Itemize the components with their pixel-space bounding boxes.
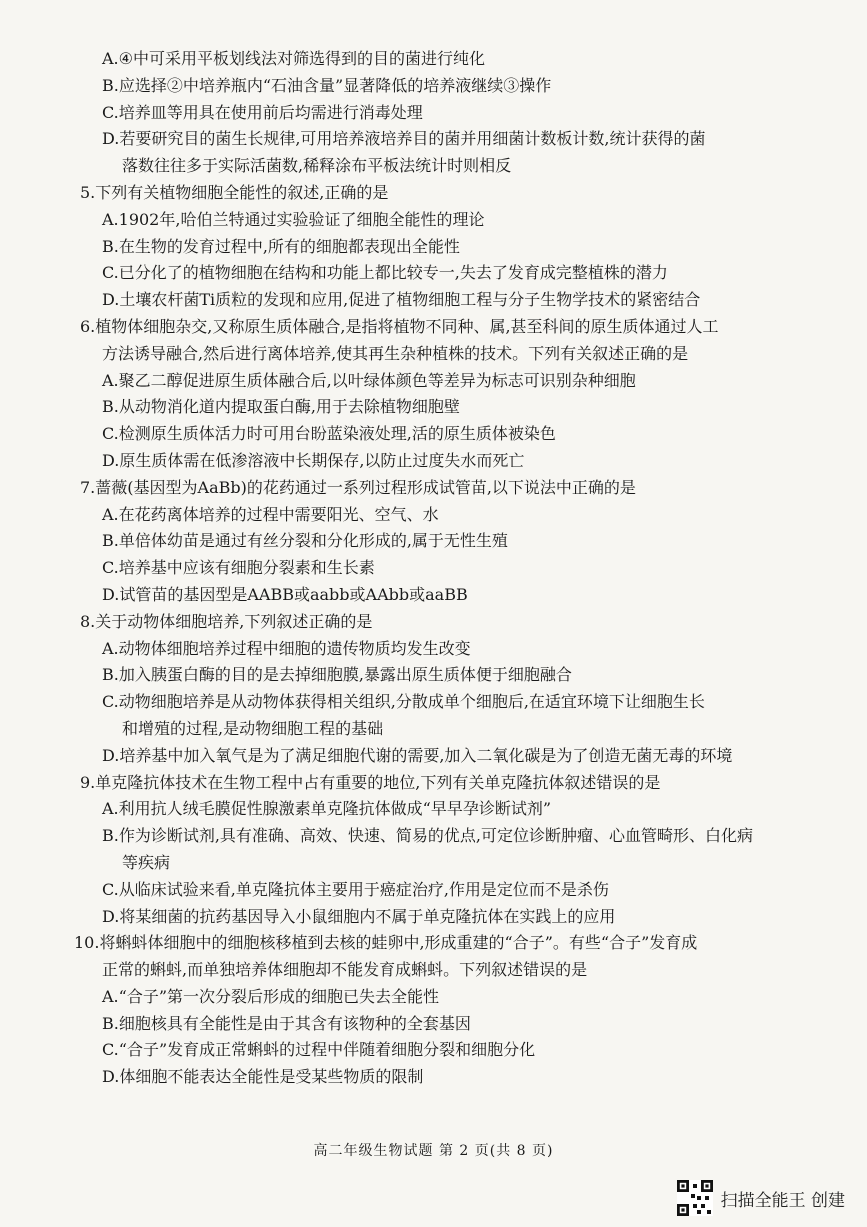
page-footer: 高二年级生物试题 第 2 页(共 8 页) [313, 1143, 554, 1159]
watermark-label: 扫描全能王 创建 [720, 1190, 845, 1211]
answer-option: B.在生物的发育过程中,所有的细胞都表现出全能性 [102, 236, 460, 256]
answer-option: C.动物细胞培养是从动物体获得相关组织,分散成单个细胞后,在适宜环境下让细胞生长 [102, 692, 705, 712]
answer-option: A.在花药离体培养的过程中需要阳光、空气、水 [102, 504, 439, 524]
qr-code-icon [677, 1180, 713, 1216]
answer-option: D.培养基中加入氧气是为了满足细胞代谢的需要,加入二氧化碳是为了创造无菌无毒的环境 [102, 745, 733, 765]
answer-option: D.若要研究目的菌生长规律,可用培养液培养目的菌并用细菌计数板计数,统计获得的菌 [102, 129, 706, 149]
scanner-watermark [677, 1180, 845, 1216]
text-continuation: 方法诱导融合,然后进行离体培养,使其再生杂种植株的技术。下列有关叙述正确的是 [102, 343, 689, 363]
answer-option: C.已分化了的植物细胞在结构和功能上都比较专一,失去了发育成完整植株的潜力 [102, 263, 668, 283]
answer-option: D.体细胞不能表达全能性是受某些物质的限制 [102, 1067, 424, 1087]
answer-option: C.检测原生质体活力时可用台盼蓝染液处理,活的原生质体被染色 [102, 424, 556, 444]
answer-option: B.细胞核具有全能性是由于其含有该物种的全套基因 [102, 1013, 471, 1033]
answer-option: D.将某细菌的抗药基因导入小鼠细胞内不属于单克隆抗体在实践上的应用 [102, 906, 616, 926]
answer-option: D.原生质体需在低渗溶液中长期保存,以防止过度失水而死亡 [102, 450, 525, 470]
question-stem: 7.蔷薇(基因型为AaBb)的花药通过一系列过程形成试管苗,以下说法中正确的是 [80, 477, 636, 497]
question-content [74, 46, 800, 1091]
answer-option: A.聚乙二醇促进原生质体融合后,以叶绿体颜色等差异为标志可识别杂种细胞 [102, 370, 636, 390]
question-stem: 8.关于动物体细胞培养,下列叙述正确的是 [80, 611, 373, 631]
question-stem: 10.将蝌蚪体细胞中的细胞核移植到去核的蛙卵中,形成重建的“合子”。有些“合子”发育成 [74, 933, 698, 953]
answer-option: A.利用抗人绒毛膜促性腺激素单克隆抗体做成“早早孕诊断试剂” [102, 799, 552, 819]
answer-option: B.作为诊断试剂,具有准确、高效、快速、简易的优点,可定位诊断肿瘤、心血管畸形、白化病 [102, 826, 754, 846]
answer-option: B.加入胰蛋白酶的目的是去掉细胞膜,暴露出原生质体便于细胞融合 [102, 665, 572, 685]
question-stem: 5.下列有关植物细胞全能性的叙述,正确的是 [80, 182, 389, 202]
answer-option: C.培养基中应该有细胞分裂素和生长素 [102, 558, 375, 578]
answer-option: B.从动物消化道内提取蛋白酶,用于去除植物细胞壁 [102, 397, 460, 417]
answer-option: C.“合子”发育成正常蝌蚪的过程中伴随着细胞分裂和细胞分化 [102, 1040, 536, 1060]
answer-option: D.土壤农杆菌Ti质粒的发现和应用,促进了植物细胞工程与分子生物学技术的紧密结合 [102, 290, 701, 310]
answer-option: A.④中可采用平板划线法对筛选得到的目的菌进行纯化 [102, 49, 485, 68]
text-continuation: 落数往往多于实际活菌数,稀释涂布平板法统计时则相反 [122, 156, 512, 176]
question-stem: 6.植物体细胞杂交,又称原生质体融合,是指将植物不同种、属,甚至科间的原生质体通过人工 [80, 316, 719, 336]
answer-option: A.1902年,哈伯兰特通过实验验证了细胞全能性的理论 [102, 209, 485, 229]
question-stem: 9.单克隆抗体技术在生物工程中占有重要的地位,下列有关单克隆抗体叙述错误的是 [80, 772, 661, 792]
text-continuation: 正常的蝌蚪,而单独培养体细胞却不能发育成蝌蚪。下列叙述错误的是 [102, 960, 588, 980]
answer-option: B.单倍体幼苗是通过有丝分裂和分化形成的,属于无性生殖 [102, 531, 508, 551]
answer-option: D.试管苗的基因型是AABB或aabb或AAbb或aaBB [102, 584, 468, 604]
answer-option: A.动物体细胞培养过程中细胞的遗传物质均发生改变 [102, 638, 471, 658]
answer-option: C.培养皿等用具在使用前后均需进行消毒处理 [102, 102, 423, 122]
text-continuation: 和增殖的过程,是动物细胞工程的基础 [122, 718, 384, 738]
answer-option: C.从临床试验来看,单克隆抗体主要用于癌症治疗,作用是定位而不是杀伤 [102, 879, 609, 899]
text-continuation: 等疾病 [122, 852, 171, 872]
answer-option: B.应选择②中培养瓶内“石油含量”显著降低的培养液继续③操作 [102, 75, 552, 95]
answer-option: A.“合子”第一次分裂后形成的细胞已失去全能性 [102, 986, 440, 1006]
